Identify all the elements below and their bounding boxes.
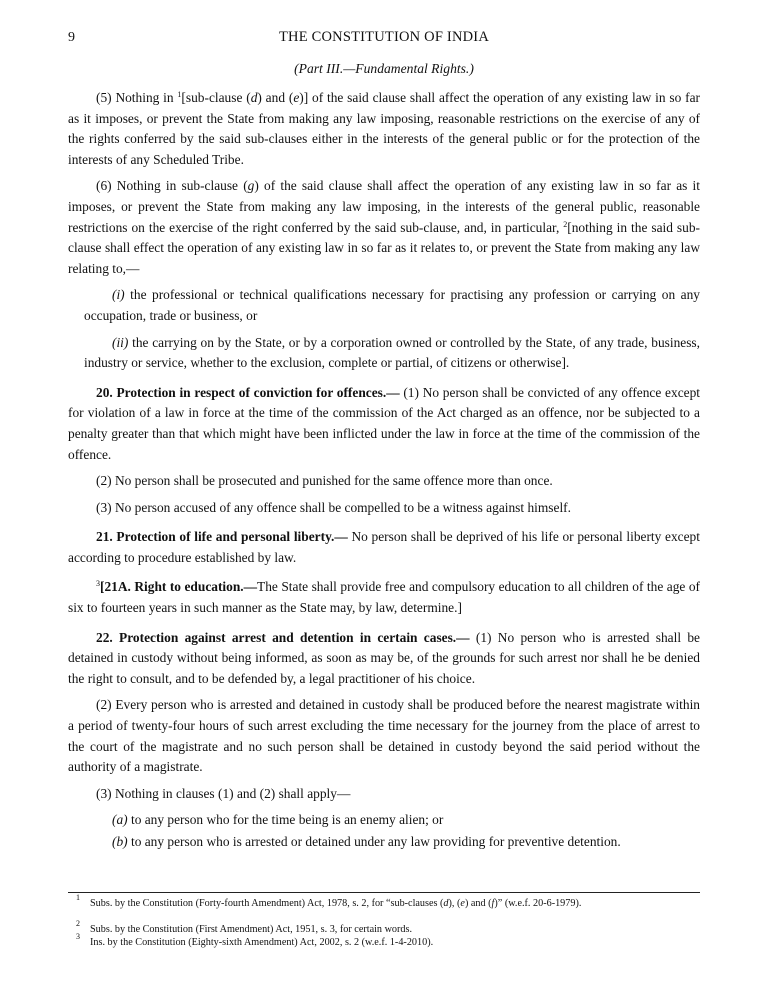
article-21-heading: 21. Protection of life and personal liberty.—	[96, 529, 348, 545]
page-number: 9	[68, 30, 75, 45]
article-19-clause-5: (5) Nothing in $^1$[sub-clause (d) and (e)] of the said clause shall affect the operation of any existing law in so far as it imposes, or prevent the State from making any law imposing, reasonable restrictions on the exercise of any of the rights conferred by the said sub-clauses either in the interests of the general public or for the protection of the interests of any Scheduled Tribe.	[68, 90, 701, 167]
running-header: THE CONSTITUTION OF INDIA	[279, 29, 489, 45]
article-19-clause-6: (6) Nothing in sub-clause (g) of the said clause shall affect the operation of any existing law in so far as it imposes, or prevent the State from making any law imposing, in the interests of the general public, reasonable restrictions on the exercise of the right conferred by the said sub-clause, and, in particular, $^2$[nothing in the said sub-clause shall effect the operation of any existing law in so far as it relates to, or prevent the State from making any law relating to,—	[68, 178, 700, 276]
article-19-item-ii: (ii) the carrying on by the State, or by a corporation owned or controlled by the State, of any trade, business, industry or service, whether to the exclusion, complete or partial, of citizens or otherwise].	[84, 334, 700, 371]
article-20-heading: 20. Protection in respect of conviction for offences.—	[96, 384, 400, 400]
article-20-clause-3: (3) No person accused of any offence shall be compelled to be a witness against himself.	[96, 499, 571, 515]
article-22-item-a: (a) to any person who for the time being is an enemy alien; or	[112, 812, 444, 828]
footnote-2: 2 Subs. by the Constitution (First Amendment) Act, 1951, s. 3, for certain words.	[76, 919, 413, 935]
footnote-ref-1: 1	[177, 90, 182, 99]
article-22-heading: 22. Protection against arrest and detention in certain cases.—	[96, 629, 470, 645]
article-19-item-i: (i) the professional or technical qualifications necessary for practising any profession or carrying on any occupation, trade or business, or	[84, 287, 700, 323]
footnote-1: 1 Subs. by the Constitution (Forty-fourth Amendment) Act, 1978, s. 2, for “sub-clauses (d), (e) and (f)” (w.e.f. 20-6-1979).	[76, 893, 582, 909]
footnote-ref-2: 2	[563, 219, 568, 229]
article-21a-heading: [21A. Right to education.—	[100, 579, 258, 595]
article-22-item-b: (b) to any person who is arrested or detained under any law providing for preventive detention.	[112, 834, 621, 849]
article-21a: $^3$[21A. Right to education.—The State shall provide free and compulsory education to all children of the age of six to fourteen years in such manner as the State may, by law, determine.]	[68, 579, 700, 616]
footnote-3: 3 Ins. by the Constitution (Eighty-sixth Amendment) Act, 2002, s. 2 (w.e.f. 1-4-2010).	[76, 932, 434, 948]
article-22-clause-3: (3) Nothing in clauses (1) and (2) shall apply—	[96, 785, 351, 801]
article-20-clause-2: (2) No person shall be prosecuted and punished for the same offence more than once.	[96, 473, 553, 489]
article-22-clause-2: (2) Every person who is arrested and detained in custody shall be produced before the nearest magistrate within a period of twenty-four hours of such arrest excluding the time necessary for the journey from the place of arrest to the court of the magistrate and no such person shall be detained in custody beyond the said period without the authority of a magistrate.	[68, 697, 700, 775]
document-body	[68, 88, 700, 854]
article-21: 21. Protection of life and personal liberty.— No person shall be deprived of his life or personal liberty except according to procedure established by law.	[68, 529, 700, 565]
article-20: 20. Protection in respect of conviction for offences.— (1) No person shall be convicted of any offence except for violation of a law in force at the time of the commission of the Act charged as an offence, nor be subjected to a penalty greater than that which might have been inflicted under the law in force at the time of the commission of the offence.	[68, 384, 700, 462]
part-subtitle: (Part III.—Fundamental Rights.)	[294, 61, 474, 76]
footnote-ref-3: 3	[96, 579, 100, 589]
article-22: 22. Protection against arrest and detention in certain cases.— (1) No person who is arrested shall be detained in custody without being informed, as soon as may be, of the grounds for such arrest nor shall he be denied the right to consult, and to be defended by, a legal practitioner of his choice.	[68, 629, 700, 686]
footnote-divider	[68, 892, 700, 893]
